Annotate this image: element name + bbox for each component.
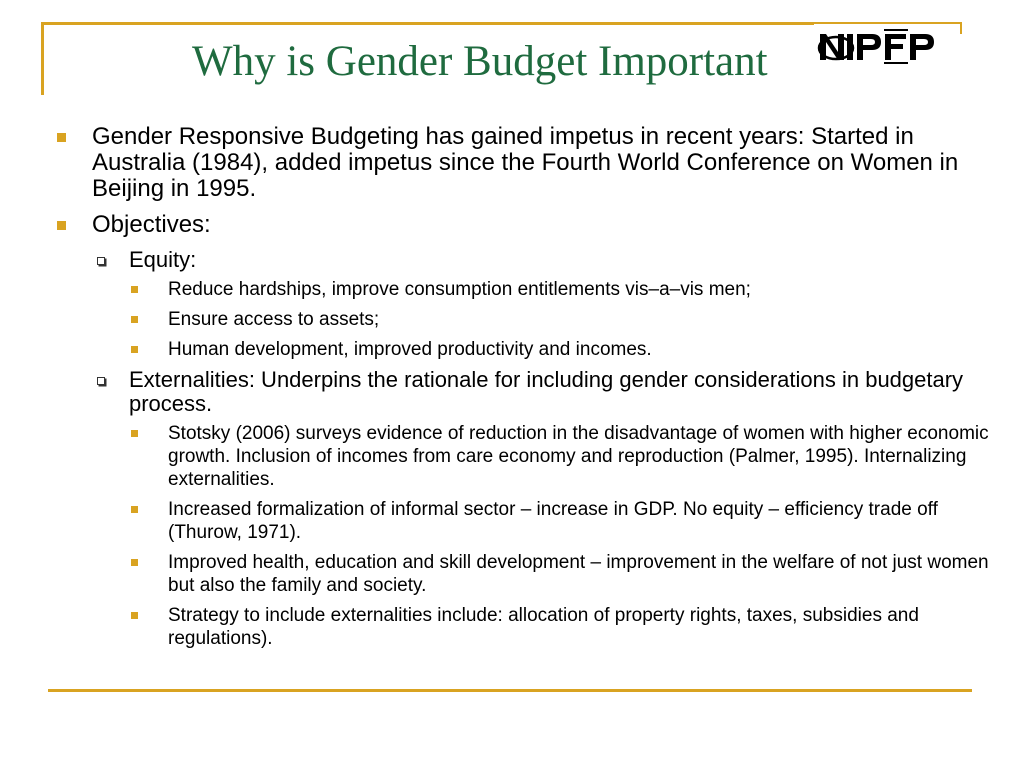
bullet-item-level-2	[50, 248, 995, 272]
bullet-list	[50, 124, 995, 657]
bullet-item-level-1	[50, 212, 995, 238]
square-bullet-icon	[57, 133, 66, 142]
bullet-item-level-3	[50, 422, 995, 491]
checkbox-bullet-icon	[97, 257, 105, 265]
square-bullet-icon	[131, 559, 138, 566]
bullet-item-level-3	[50, 498, 995, 544]
slide-title: Why is Gender Budget Important	[192, 38, 768, 85]
bullet-item-level-1	[50, 124, 995, 202]
bullet-text: Increased formalization of informal sector – increase in GDP. No equity – efficiency trade off (Thurow, 1971).	[168, 499, 938, 543]
bullet-text: Externalities: Underpins the rationale for including gender considerations in budgetary process.	[129, 367, 964, 416]
bullet-text: Objectives:	[92, 211, 211, 238]
square-bullet-icon	[131, 506, 138, 513]
bullet-text: Gender Responsive Budgeting has gained impetus in recent years: Started in Australia (1984), added impetus since the Fourth World Conference on Women in Beijing in 1995.	[92, 123, 959, 202]
nipfp-logo-icon	[814, 24, 960, 70]
bullet-text: Equity:	[129, 247, 197, 272]
bullet-item-level-3	[50, 551, 995, 597]
square-bullet-icon	[57, 221, 66, 230]
square-bullet-icon	[131, 430, 138, 437]
bullet-text: Stotsky (2006) surveys evidence of reduction in the disadvantage of women with higher economic growth. Inclusion of incomes from care economy and reproduction (Palmer, 1995). Internalizing externalities.	[168, 423, 989, 490]
square-bullet-icon	[131, 346, 138, 353]
bullet-text: Reduce hardships, improve consumption entitlements vis–a–vis men;	[168, 279, 751, 300]
frame-bottom-rule	[48, 689, 972, 692]
square-bullet-icon	[131, 612, 138, 619]
bullet-text: Strategy to include externalities include: allocation of property rights, taxes, subsidies and regulations).	[168, 605, 919, 649]
bullet-item-level-3	[50, 308, 995, 331]
square-bullet-icon	[131, 286, 138, 293]
frame-left-rule	[41, 22, 44, 95]
bullet-item-level-2	[50, 368, 995, 416]
bullet-text: Improved health, education and skill development – improvement in the welfare of not just women but also the family and society.	[168, 552, 989, 596]
bullet-item-level-3	[50, 278, 995, 301]
bullet-item-level-3	[50, 338, 995, 361]
nipfp-logo-graphic	[814, 24, 960, 70]
bullet-text: Human development, improved productivity and incomes.	[168, 339, 652, 360]
bullet-text: Ensure access to assets;	[168, 309, 380, 330]
square-bullet-icon	[131, 316, 138, 323]
bullet-item-level-3	[50, 604, 995, 650]
checkbox-bullet-icon	[97, 377, 105, 385]
